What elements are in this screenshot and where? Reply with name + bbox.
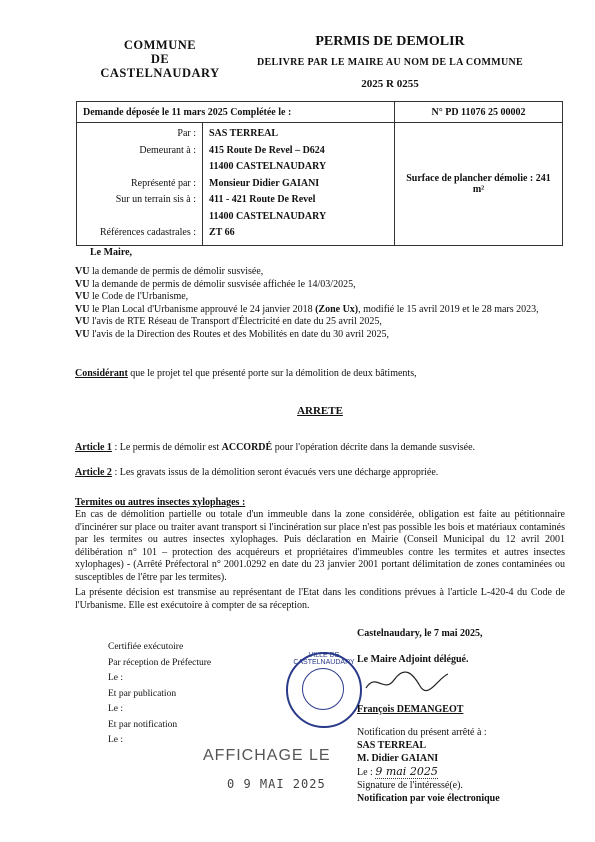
cert-line: Le : — [108, 673, 124, 683]
commune-line: COMMUNE — [123, 38, 197, 52]
label-par: Par : — [177, 128, 196, 139]
value-terrain: 411 - 421 Route De Revel — [209, 194, 316, 205]
affichage-label: AFFICHAGE LE — [203, 747, 331, 764]
vu-item: VU la demande de permis de démolir susvisée, — [75, 266, 264, 277]
label-demeurant: Demeurant à : — [139, 144, 196, 156]
label-cadastre: Références cadastrales : — [99, 227, 196, 238]
article-2: Article 2 : Les gravats issus de la démolition seront évacués vers une décharge appropriée. — [75, 467, 439, 478]
cert-line: Le : — [108, 704, 124, 714]
vu-item: VU l'avis de la Direction des Routes et des Mobilités en date du 30 avril 2025, — [75, 328, 389, 340]
notification-signature-label: Signature de l'intéressé(e). — [357, 780, 463, 791]
value-representative: Monsieur Didier GAIANI — [209, 177, 320, 189]
notification-title: Notification du présent arrêté à : — [357, 727, 487, 738]
info-table-body-row — [77, 123, 563, 246]
cert-line: Et par notification — [108, 719, 178, 730]
value-cadastre: ZT 66 — [209, 227, 235, 238]
label-blank — [83, 159, 196, 176]
termites-title: Termites ou autres insectes xylophages : — [75, 497, 246, 508]
cert-line: Certifiée exécutoire — [108, 642, 184, 652]
handwritten-signature — [362, 668, 452, 696]
cert-line: Le : — [108, 735, 124, 745]
notification-date-line: Le : 9 mai 2025 — [357, 765, 438, 778]
values-cell — [203, 123, 395, 246]
vu-item: VU l'avis de RTE Réseau de Transport d'Électricité en date du 25 avril 2025, — [75, 316, 382, 327]
value-city: 11400 CASTELNAUDARY — [209, 161, 327, 172]
label-terrain: Sur un terrain sis à : — [115, 194, 196, 205]
label-blank — [83, 209, 196, 226]
notification-block — [357, 726, 500, 805]
value-address: 415 Route De Revel – D624 — [209, 144, 325, 156]
labels-cell — [77, 123, 203, 246]
handwritten-date: 9 mai 2025 — [375, 765, 438, 778]
vu-item: VU la demande de permis de démolir susvisée affichée le 14/03/2025, — [75, 278, 356, 290]
cert-line: Et par publication — [108, 688, 177, 699]
final-text: La présente décision est transmise au représentant de l'Etat dans les conditions prévues à l'article L-420-4 du Code de l'Urbanisme. Elle est exécutoire à compter de sa réception. — [75, 587, 565, 611]
cert-line: Par réception de Préfecture — [108, 657, 212, 668]
vu-item: VU le Plan Local d'Urbanisme approuvé le 24 janvier 2018 (Zone Ux), modifié le 15 avril 2019 et le 28 mars 2023, — [75, 303, 539, 315]
value-company: SAS TERREAL — [209, 128, 279, 139]
numero-cell: N° PD 11076 25 00002 — [395, 102, 563, 123]
article-1: Article 1 : Le permis de démolir est ACCORDÉ pour l'opération décrite dans la demande susvisée. — [75, 442, 476, 453]
vu-list — [75, 266, 565, 341]
notification-mode: Notification par voie électronique — [357, 793, 500, 804]
certification-block — [108, 640, 211, 749]
affichage-date: 0 9 MAI 2025 — [227, 777, 326, 791]
vu-item: VU le Code de l'Urbanisme, — [75, 291, 189, 302]
arrete-heading: ARRETE — [297, 405, 343, 417]
considerant: Considérant que le projet tel que présenté porte sur la démolition de deux bâtiments, — [75, 368, 417, 379]
commune-line: CASTELNAUDARY — [100, 66, 220, 80]
stamp-emblem — [302, 668, 344, 710]
notification-person: M. Didier GAIANI — [357, 753, 439, 764]
termites-text: En cas de démolition partielle ou totale d'un immeuble dans la zone considérée, obligation est faite au pétitionnaire d'incinérer sur place ou traiter avant transport si l'incinération sur place n'est pas possible les bois et matériaux contaminés par les termites ou autres insectes xylophages. Puis déclaration en Mairie (Conseil Municipal du 12 avril 2001 délibération n° 101 – protection des acquéreurs et propriétaires d'immeubles contre les termites et autres insectes xylophages) - (Arrêté Préfectoral n° 2001.0292 en date du 23 janvier 2001 portant délimitation de zones contaminées ou susceptibles de l'être par les termites). — [75, 509, 565, 583]
demande-cell: Demande déposée le 11 mars 2025 Complétée le : — [77, 102, 395, 123]
document-subtitle: DELIVRE PAR LE MAIRE AU NOM DE LA COMMUNE — [256, 57, 523, 68]
value-terrain-city: 11400 CASTELNAUDARY — [209, 210, 327, 222]
info-table — [76, 101, 563, 246]
stamp-text: VILLE DE CASTELNAUDARY — [293, 652, 355, 666]
document-reference: 2025 R 0255 — [361, 78, 419, 90]
mairie-stamp — [286, 652, 362, 728]
commune-line: DE — [150, 52, 170, 66]
surface-cell: Surface de plancher démolie : 241 m² — [395, 123, 563, 246]
commune-header — [85, 38, 235, 80]
info-table-header-row — [77, 102, 563, 123]
signatory-name: François DEMANGEOT — [357, 704, 464, 715]
le-maire: Le Maire, — [90, 247, 133, 258]
place-date: Castelnaudary, le 7 mai 2025, — [357, 628, 483, 639]
notification-company: SAS TERREAL — [357, 740, 427, 751]
signatory-role: Le Maire Adjoint délégué. — [357, 654, 469, 665]
document-title: PERMIS DE DEMOLIR — [315, 34, 465, 49]
label-represente: Représenté par : — [131, 177, 196, 189]
